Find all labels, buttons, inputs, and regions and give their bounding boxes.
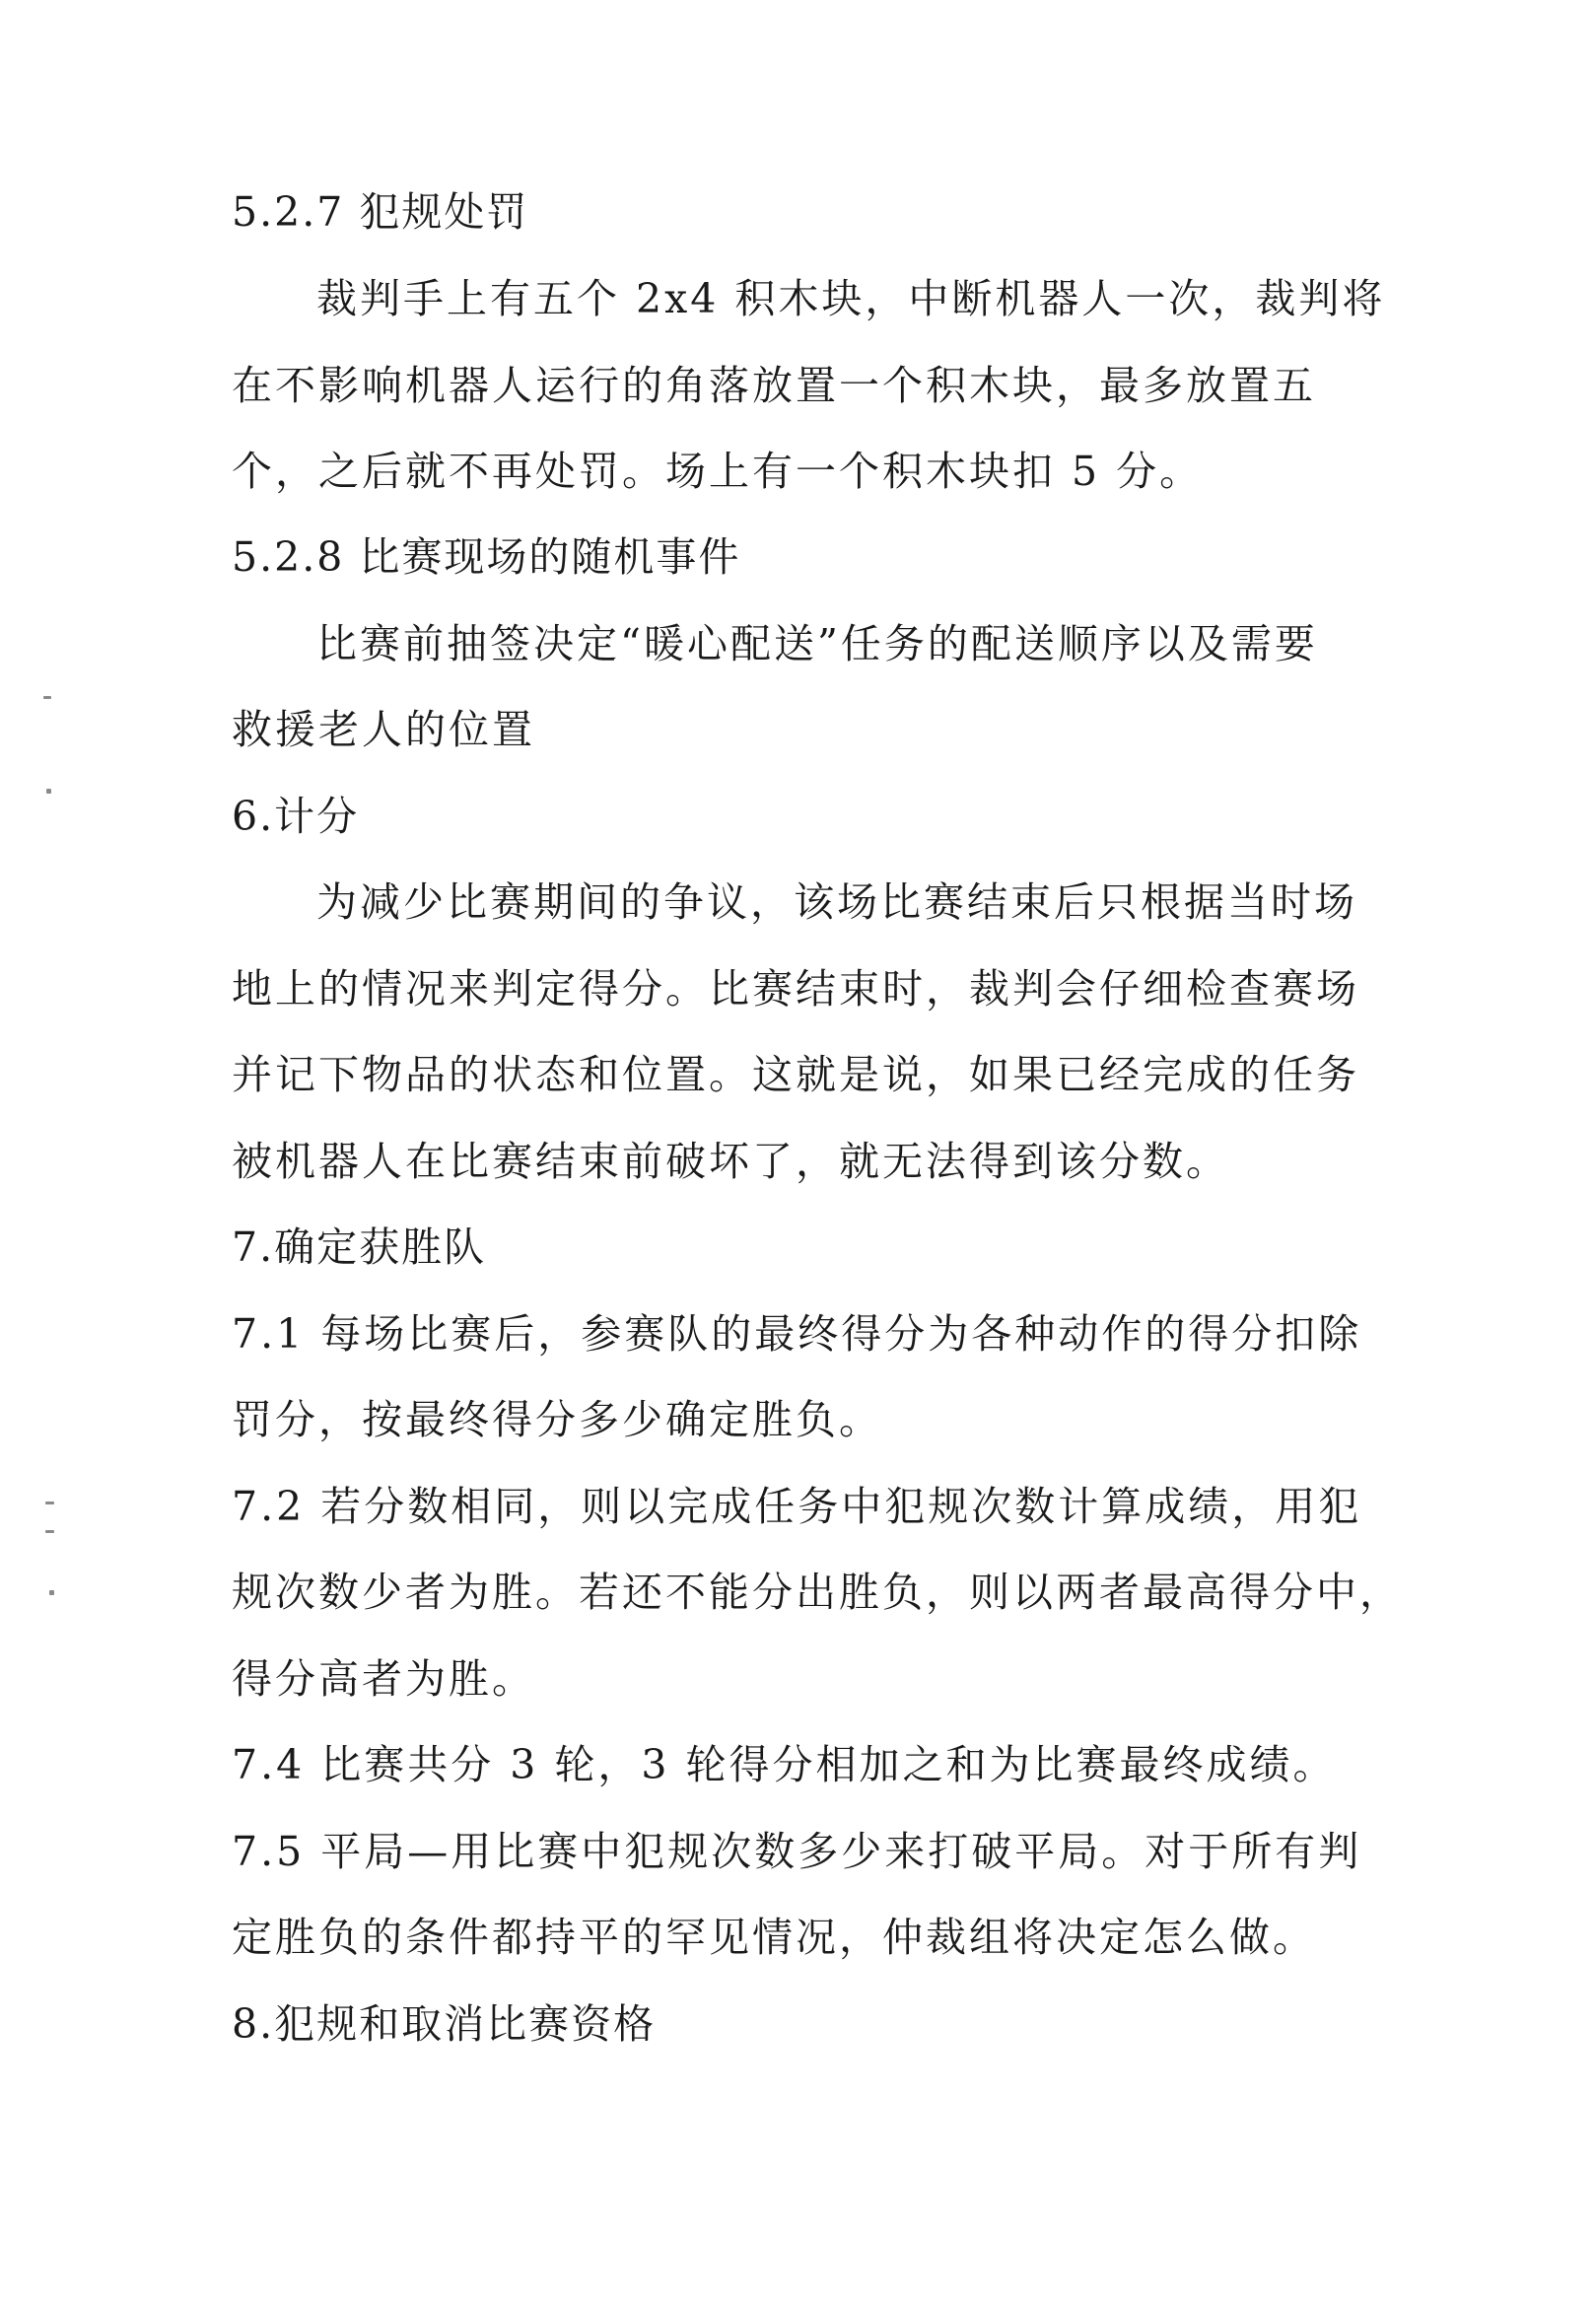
paragraph-line: 个，之后就不再处罚。场上有一个积木块扣 5 分。 xyxy=(232,448,1204,495)
paragraph-line: 地上的情况来判定得分。比赛结束时，裁判会仔细检查赛场 xyxy=(232,965,1359,1013)
paragraph-line: 7.5 平局—用比赛中犯规次数多少来打破平局。对于所有判 xyxy=(232,1828,1362,1875)
paragraph-line: 定胜负的条件都持平的罕见情况，仲裁组将决定怎么做。 xyxy=(232,1914,1316,1961)
scan-mark-5 xyxy=(49,1590,54,1595)
paragraph-line: 裁判手上有五个 2x4 积木块，中断机器人一次，裁判将 xyxy=(316,275,1386,322)
section-heading-7: 7.确定获胜队 xyxy=(232,1223,487,1271)
section-heading-5-2-7: 5.2.7 犯规处罚 xyxy=(232,188,529,236)
section-heading-6: 6.计分 xyxy=(232,793,360,840)
paragraph-line: 为减少比赛期间的争议，该场比赛结束后只根据当时场 xyxy=(316,878,1357,926)
paragraph-line: 救援老人的位置 xyxy=(232,706,535,753)
scan-mark-1 xyxy=(43,696,51,699)
paragraph-line: 比赛前抽签决定“暖心配送”任务的配送顺序以及需要 xyxy=(316,620,1318,667)
paragraph-line: 并记下物品的状态和位置。这就是说，如果已经完成的任务 xyxy=(232,1051,1359,1098)
paragraph-line: 罚分，按最终得分多少确定胜负。 xyxy=(232,1396,882,1443)
scan-mark-4 xyxy=(45,1530,54,1533)
paragraph-line: 规次数少者为胜。若还不能分出胜负，则以两者最高得分中， xyxy=(232,1569,1403,1616)
section-heading-8: 8.犯规和取消比赛资格 xyxy=(232,2000,657,2048)
paragraph-line: 7.1 每场比赛后，参赛队的最终得分为各种动作的得分扣除 xyxy=(232,1310,1362,1358)
paragraph-line: 被机器人在比赛结束前破坏了，就无法得到该分数。 xyxy=(232,1138,1229,1185)
scan-mark-2 xyxy=(46,789,51,794)
paragraph-line: 得分高者为胜。 xyxy=(232,1655,535,1703)
section-heading-5-2-8: 5.2.8 比赛现场的随机事件 xyxy=(232,533,741,581)
paragraph-line: 在不影响机器人运行的角落放置一个积木块，最多放置五 xyxy=(232,362,1316,409)
scan-mark-3 xyxy=(45,1502,54,1504)
paragraph-line: 7.2 若分数相同，则以完成任务中犯规次数计算成绩，用犯 xyxy=(232,1483,1362,1530)
paragraph-line: 7.4 比赛共分 3 轮，3 轮得分相加之和为比赛最终成绩。 xyxy=(232,1741,1337,1788)
